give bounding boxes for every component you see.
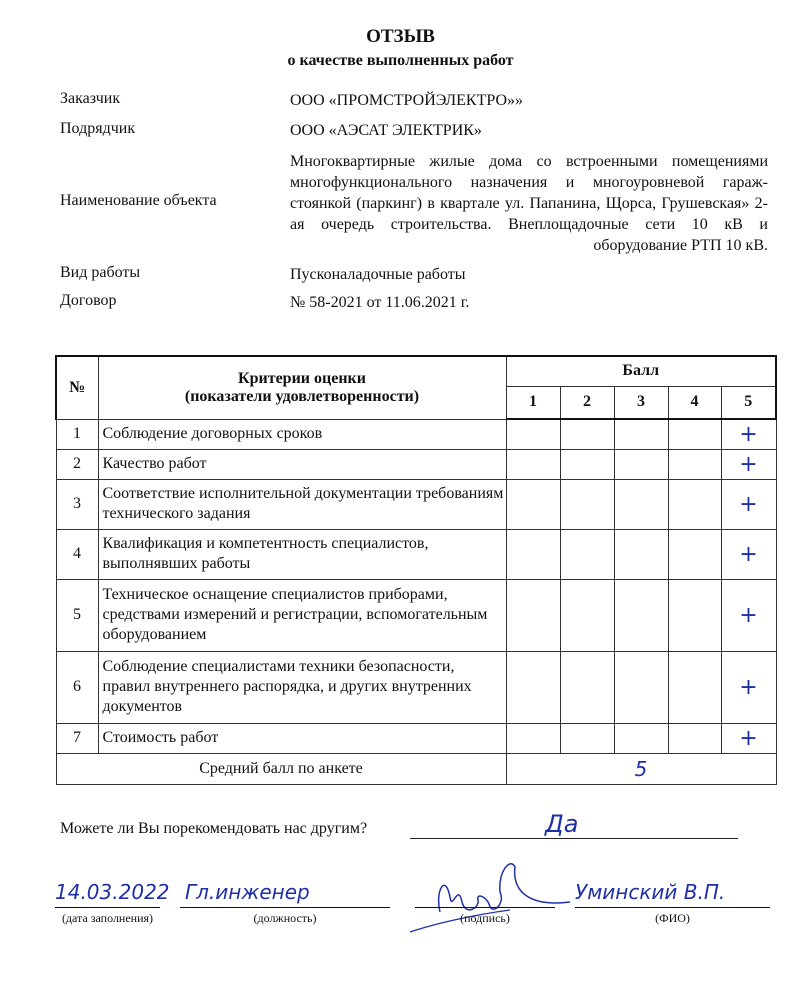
score-cell[interactable]	[506, 529, 560, 579]
row-number: 2	[56, 449, 98, 479]
score-cell[interactable]	[506, 723, 560, 753]
table-row	[56, 723, 776, 753]
score-cell[interactable]	[668, 651, 721, 723]
signature-caption: (подпись)	[460, 911, 510, 925]
score-cell[interactable]	[668, 419, 721, 449]
score-cell[interactable]	[560, 419, 614, 449]
header-criteria-line1: Критерии оценки	[238, 369, 366, 387]
document-title: ОТЗЫВ	[366, 26, 435, 47]
score-col-4: 4	[668, 386, 721, 419]
contract-value: № 58-2021 от 11.06.2021 г.	[290, 294, 470, 311]
score-cell[interactable]	[560, 579, 614, 651]
score-cell[interactable]	[560, 529, 614, 579]
signature-scribble-icon	[400, 852, 570, 942]
score-col-2: 2	[560, 386, 614, 419]
customer-value: ООО «ПРОМСТРОЙЭЛЕКТРО»»	[290, 92, 524, 109]
score-cell[interactable]	[614, 529, 668, 579]
score-mark[interactable]: +	[721, 529, 776, 579]
contractor-label: Подрядчик	[60, 120, 136, 137]
row-criterion: Стоимость работ	[98, 723, 506, 753]
date-line	[55, 907, 160, 908]
row-number: 3	[56, 479, 98, 529]
work-type-value: Пусконаладочные работы	[290, 266, 466, 283]
score-col-1: 1	[506, 386, 560, 419]
customer-label: Заказчик	[60, 90, 121, 107]
score-cell[interactable]	[614, 651, 668, 723]
row-number: 1	[56, 419, 98, 449]
table-row	[56, 529, 776, 579]
table-row	[56, 479, 776, 529]
score-cell[interactable]	[560, 479, 614, 529]
score-mark[interactable]: +	[721, 723, 776, 753]
contractor-value: ООО «АЭСАТ ЭЛЕКТРИК»	[290, 122, 482, 139]
score-cell[interactable]	[560, 651, 614, 723]
name-caption: (ФИО)	[655, 911, 690, 925]
contract-label: Договор	[60, 292, 117, 309]
row-criterion: Техническое оснащение специалистов приборами, средствами измерений и регистрации, вспомогательным оборудованием	[98, 579, 506, 651]
average-label: Средний балл по анкете	[56, 753, 506, 784]
table-row	[56, 579, 776, 651]
score-cell[interactable]	[614, 479, 668, 529]
header-criteria	[98, 356, 506, 419]
score-cell[interactable]	[560, 723, 614, 753]
score-cell[interactable]	[614, 579, 668, 651]
score-cell[interactable]	[668, 449, 721, 479]
row-criterion: Соответствие исполнительной документации требованиям технического задания	[98, 479, 506, 529]
date-value[interactable]: 14.03.2022	[55, 880, 170, 904]
score-cell[interactable]	[668, 479, 721, 529]
score-cell[interactable]	[506, 449, 560, 479]
row-number: 5	[56, 579, 98, 651]
score-mark[interactable]: +	[721, 651, 776, 723]
score-cell[interactable]	[668, 579, 721, 651]
score-cell[interactable]	[506, 651, 560, 723]
score-col-5: 5	[721, 386, 776, 419]
header-score: Балл	[506, 356, 776, 386]
position-value[interactable]: Гл.инженер	[185, 880, 310, 904]
header-criteria-line2: (показатели удовлетворенности)	[184, 387, 420, 405]
row-number: 6	[56, 651, 98, 723]
average-row	[56, 753, 776, 784]
row-criterion: Соблюдение специалистами техники безопасности, правил внутреннего распорядка, и других внутренних документов	[98, 651, 506, 723]
score-cell[interactable]	[668, 529, 721, 579]
name-line	[575, 907, 770, 908]
row-criterion: Квалификация и компетентность специалистов, выполнявших работы	[98, 529, 506, 579]
average-value[interactable]: 5	[506, 753, 776, 784]
header-number: №	[56, 356, 98, 419]
row-criterion: Качество работ	[98, 449, 506, 479]
date-caption: (дата заполнения)	[61, 911, 154, 925]
row-criterion: Соблюдение договорных сроков	[98, 419, 506, 449]
score-col-3: 3	[614, 386, 668, 419]
score-mark[interactable]: +	[721, 579, 776, 651]
position-caption: (должность)	[253, 911, 317, 925]
score-cell[interactable]	[614, 723, 668, 753]
row-number: 4	[56, 529, 98, 579]
score-mark[interactable]: +	[721, 419, 776, 449]
score-cell[interactable]	[506, 419, 560, 449]
table-row	[56, 449, 776, 479]
recommend-answer-line	[410, 838, 738, 839]
recommend-answer[interactable]: Да	[545, 810, 579, 838]
score-cell[interactable]	[506, 479, 560, 529]
signature-line	[415, 907, 555, 908]
table-row	[56, 651, 776, 723]
score-cell[interactable]	[668, 723, 721, 753]
score-cell[interactable]	[614, 449, 668, 479]
evaluation-table	[55, 355, 777, 785]
object-value: Многоквартирные жилые дома со встроенными помещениями многофункционального назначения и многоуровневой гараж-стоянкой (паркинг) в квартале ул. Папанина, Щорса, Грушевская» 2-ая очередь строительства. Внеплощадочные сети 10 кВ и оборудование РТП 10 кВ.	[290, 153, 768, 254]
score-cell[interactable]	[506, 579, 560, 651]
object-label: Наименование объекта	[60, 192, 217, 209]
row-number: 7	[56, 723, 98, 753]
work-type-label: Вид работы	[60, 264, 141, 281]
score-cell[interactable]	[560, 449, 614, 479]
document-subtitle: о качестве выполненных работ	[287, 52, 514, 69]
score-cell[interactable]	[614, 419, 668, 449]
score-mark[interactable]: +	[721, 449, 776, 479]
score-mark[interactable]: +	[721, 479, 776, 529]
name-value[interactable]: Уминский В.П.	[575, 880, 726, 904]
position-line	[180, 907, 390, 908]
table-row	[56, 419, 776, 449]
recommend-question: Можете ли Вы порекомендовать нас другим?	[60, 820, 368, 837]
